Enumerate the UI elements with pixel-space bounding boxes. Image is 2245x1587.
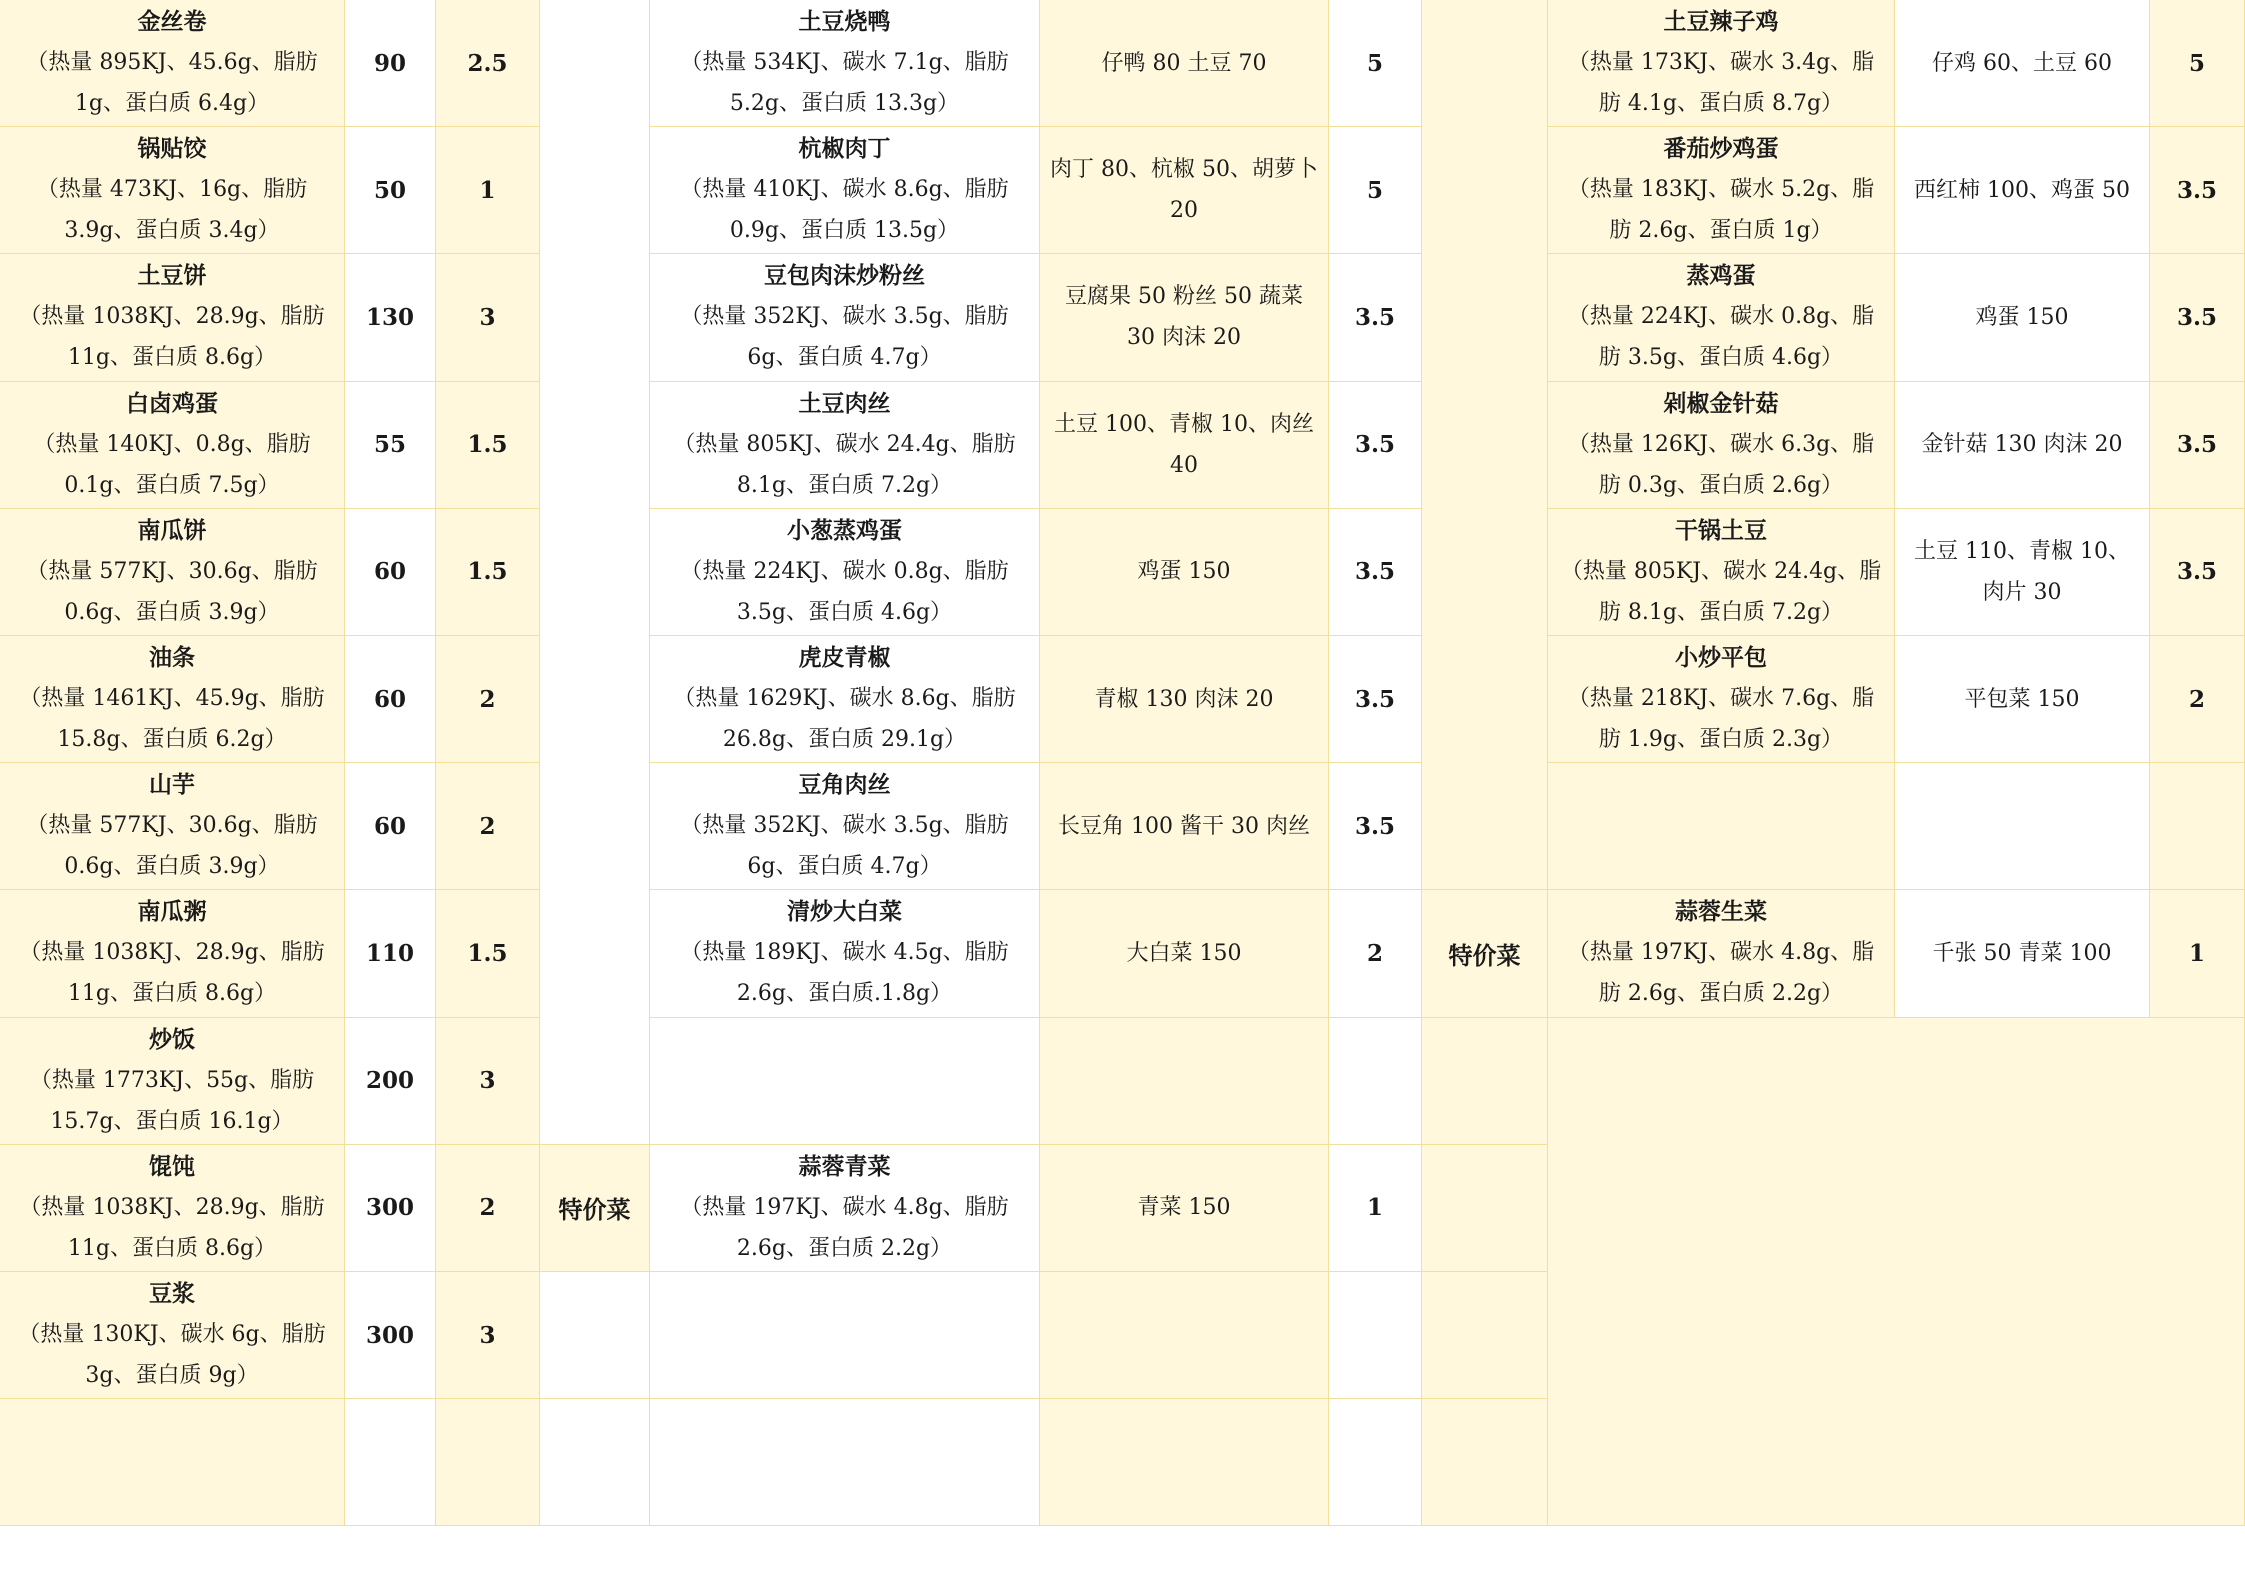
dish-nutrition: （热量 197KJ、碳水 4.8g、脂肪 2.6g、蛋白质 2.2g） <box>1567 940 1875 1007</box>
quantity-cell <box>345 382 436 509</box>
ingredients-cell <box>1895 509 2150 636</box>
ingredients: 肉丁 80、杭椒 50、胡萝卜 20 <box>1050 157 1318 224</box>
empty-cell <box>1422 1399 1548 1526</box>
ingredients-cell <box>1895 636 2150 763</box>
empty-cell <box>1040 1399 1329 1526</box>
dish-cell <box>650 127 1040 254</box>
dish-nutrition: （热量 183KJ、碳水 5.2g、脂肪 2.6g、蛋白质 1g） <box>1567 177 1875 244</box>
quantity-cell <box>345 127 436 254</box>
price-cell <box>1329 382 1422 509</box>
dish-name: 豆浆 <box>149 1280 195 1308</box>
ingredients-cell <box>1040 890 1329 1017</box>
dish-name: 土豆辣子鸡 <box>1663 8 1779 36</box>
dish-cell <box>1548 382 1895 509</box>
price-cell <box>436 382 540 509</box>
ingredients: 平包菜 150 <box>1964 686 2080 712</box>
quantity-cell <box>345 509 436 636</box>
dish-nutrition: （热量 197KJ、碳水 4.8g、脂肪 2.6g、蛋白质 2.2g） <box>680 1194 1009 1261</box>
dish-cell <box>0 1145 345 1272</box>
quantity: 60 <box>373 685 406 713</box>
ingredients-cell <box>1040 254 1329 381</box>
price-cell <box>436 127 540 254</box>
dish-nutrition: （热量 805KJ、碳水 24.4g、脂肪 8.1g、蛋白质 7.2g） <box>1560 558 1882 625</box>
dish-name: 蒜蓉生菜 <box>1675 898 1767 926</box>
price: 3.5 <box>2176 176 2217 204</box>
dish-name: 豆包肉沫炒粉丝 <box>764 262 925 290</box>
ingredients: 西红柿 100、鸡蛋 50 <box>1914 177 2130 203</box>
price: 3.5 <box>1354 303 1395 331</box>
price-cell <box>1329 509 1422 636</box>
price-cell <box>436 254 540 381</box>
dish-nutrition: （热量 473KJ、16g、脂肪 3.9g、蛋白质 3.4g） <box>36 177 308 244</box>
dish-nutrition: （热量 173KJ、碳水 3.4g、脂肪 4.1g、蛋白质 8.7g） <box>1567 50 1875 117</box>
price: 3.5 <box>1354 685 1395 713</box>
quantity-cell <box>345 0 436 127</box>
special-tag: 特价菜 <box>1448 940 1521 970</box>
price-cell <box>2150 509 2245 636</box>
empty-cell <box>436 1399 540 1526</box>
dish-name: 小葱蒸鸡蛋 <box>787 516 902 544</box>
dish-nutrition: （热量 224KJ、碳水 0.8g、脂肪 3.5g、蛋白质 4.6g） <box>680 558 1009 625</box>
ingredients-cell <box>1895 0 2150 127</box>
quantity: 300 <box>365 1321 414 1349</box>
quantity: 60 <box>373 812 406 840</box>
price: 1 <box>1366 1194 1383 1222</box>
dish-nutrition: （热量 1038KJ、28.9g、脂肪 11g、蛋白质 8.6g） <box>19 940 325 1007</box>
dish-nutrition: （热量 410KJ、碳水 8.6g、脂肪 0.9g、蛋白质 13.5g） <box>680 177 1009 244</box>
dish-nutrition: （热量 1629KJ、碳水 8.6g、脂肪 26.8g、蛋白质 29.1g） <box>673 686 1016 753</box>
dish-nutrition: （热量 1773KJ、55g、脂肪 15.7g、蛋白质 16.1g） <box>29 1067 315 1134</box>
price-cell <box>2150 127 2245 254</box>
quantity: 60 <box>373 558 406 586</box>
price: 2 <box>479 812 496 840</box>
price: 2 <box>1366 939 1383 967</box>
dish-name: 豆角肉丝 <box>798 771 891 799</box>
price: 3.5 <box>1354 812 1395 840</box>
price: 5 <box>1366 176 1383 204</box>
ingredients-cell <box>1040 509 1329 636</box>
dish-name: 小炒平包 <box>1675 644 1767 672</box>
price-cell <box>1329 254 1422 381</box>
dish-name: 山芋 <box>149 771 195 799</box>
price-cell <box>436 1018 540 1145</box>
empty-cell <box>1329 1399 1422 1526</box>
ingredients: 千张 50 青菜 100 <box>1932 940 2112 966</box>
dish-cell <box>650 763 1040 890</box>
price-cell <box>2150 890 2245 1017</box>
dish-name: 白卤鸡蛋 <box>126 389 218 417</box>
dish-cell <box>650 0 1040 127</box>
empty-cell <box>1040 1272 1329 1399</box>
dish-nutrition: （热量 1038KJ、28.9g、脂肪 11g、蛋白质 8.6g） <box>19 304 325 371</box>
dish-cell <box>0 509 345 636</box>
empty-cell <box>345 1399 436 1526</box>
dish-cell <box>1548 890 1895 1017</box>
price-cell <box>2150 0 2245 127</box>
price: 1.5 <box>467 431 508 459</box>
dish-name: 剁椒金针菇 <box>1663 389 1779 417</box>
dish-name: 南瓜饼 <box>137 516 207 544</box>
empty-cell <box>1422 1018 1548 1145</box>
price-cell <box>436 890 540 1017</box>
quantity-cell <box>345 763 436 890</box>
ingredients-cell <box>1040 382 1329 509</box>
empty-cell <box>540 1272 650 1399</box>
price-cell <box>2150 636 2245 763</box>
price-cell <box>436 0 540 127</box>
price: 3.5 <box>2176 303 2217 331</box>
ingredients: 金针菇 130 肉沫 20 <box>1921 432 2123 458</box>
price: 2 <box>479 685 496 713</box>
dish-nutrition: （热量 126KJ、碳水 6.3g、脂肪 0.3g、蛋白质 2.6g） <box>1567 431 1875 498</box>
quantity: 110 <box>365 939 414 967</box>
dish-nutrition: （热量 224KJ、碳水 0.8g、脂肪 3.5g、蛋白质 4.6g） <box>1567 304 1875 371</box>
empty-cell <box>1895 763 2150 890</box>
quantity: 55 <box>373 431 406 459</box>
dish-cell <box>0 127 345 254</box>
price-cell <box>436 636 540 763</box>
dish-cell <box>0 1272 345 1399</box>
ingredients: 土豆 100、青椒 10、肉丝 40 <box>1054 411 1314 478</box>
ingredients: 鸡蛋 150 <box>1975 304 2069 330</box>
ingredients: 大白菜 150 <box>1126 940 1242 966</box>
quantity-cell <box>345 636 436 763</box>
price-cell <box>1329 127 1422 254</box>
category-cell <box>540 0 650 1145</box>
empty-cell <box>1329 1272 1422 1399</box>
dish-name: 杭椒肉丁 <box>798 135 891 163</box>
dish-cell <box>1548 254 1895 381</box>
dish-name: 馄饨 <box>149 1152 195 1180</box>
dish-cell <box>0 254 345 381</box>
empty-cell <box>1040 1018 1329 1145</box>
dish-cell <box>1548 509 1895 636</box>
empty-cell <box>650 1018 1040 1145</box>
quantity: 130 <box>365 303 414 331</box>
price-cell <box>2150 254 2245 381</box>
ingredients: 土豆 110、青椒 10、肉片 30 <box>1914 538 2130 605</box>
price: 1 <box>479 176 496 204</box>
quantity-cell <box>345 1145 436 1272</box>
quantity: 200 <box>365 1067 414 1095</box>
price: 3.5 <box>2176 558 2217 586</box>
dish-cell <box>0 382 345 509</box>
dish-nutrition: （热量 130KJ、碳水 6g、脂肪 3g、蛋白质 9g） <box>18 1322 326 1389</box>
dish-cell <box>650 382 1040 509</box>
ingredients-cell <box>1895 127 2150 254</box>
ingredients-cell <box>1040 0 1329 127</box>
dish-name: 锅贴饺 <box>137 135 207 163</box>
quantity-cell <box>345 1018 436 1145</box>
ingredients: 长豆角 100 酱干 30 肉丝 <box>1058 813 1310 839</box>
price-cell <box>436 1145 540 1272</box>
special-tag-cell <box>540 1145 650 1272</box>
ingredients-cell <box>1895 890 2150 1017</box>
price: 3 <box>479 1067 496 1095</box>
ingredients-cell <box>1895 382 2150 509</box>
dish-cell <box>650 509 1040 636</box>
ingredients: 青椒 130 肉沫 20 <box>1094 686 1274 712</box>
price: 3 <box>479 303 496 331</box>
empty-cell <box>0 1399 345 1526</box>
ingredients: 鸡蛋 150 <box>1137 559 1231 585</box>
dish-nutrition: （热量 1461KJ、45.9g、脂肪 15.8g、蛋白质 6.2g） <box>19 686 325 753</box>
price-cell <box>1329 0 1422 127</box>
dish-nutrition: （热量 577KJ、30.6g、脂肪 0.6g、蛋白质 3.9g） <box>26 813 318 880</box>
ingredients: 仔鸡 60、土豆 60 <box>1932 50 2112 76</box>
dish-name: 金丝卷 <box>137 8 207 36</box>
quantity-cell <box>345 254 436 381</box>
ingredients-cell <box>1040 763 1329 890</box>
empty-cell <box>650 1399 1040 1526</box>
dish-nutrition: （热量 189KJ、碳水 4.5g、脂肪 2.6g、蛋白质.1.8g） <box>680 940 1009 1007</box>
dish-name: 干锅土豆 <box>1675 516 1767 544</box>
price-cell <box>1329 1145 1422 1272</box>
dish-cell <box>0 763 345 890</box>
dish-nutrition: （热量 805KJ、碳水 24.4g、脂肪 8.1g、蛋白质 7.2g） <box>673 431 1016 498</box>
price: 5 <box>1366 49 1383 77</box>
dish-name: 土豆肉丝 <box>798 389 891 417</box>
special-tag-cell <box>1422 890 1548 1017</box>
price: 1.5 <box>467 939 508 967</box>
empty-cell <box>650 1272 1040 1399</box>
dish-nutrition: （热量 1038KJ、28.9g、脂肪 11g、蛋白质 8.6g） <box>19 1194 325 1261</box>
empty-cell <box>1548 763 1895 890</box>
quantity-cell <box>345 890 436 1017</box>
dish-name: 清炒大白菜 <box>787 898 902 926</box>
quantity-cell <box>345 1272 436 1399</box>
dish-nutrition: （热量 218KJ、碳水 7.6g、脂肪 1.9g、蛋白质 2.3g） <box>1567 686 1875 753</box>
category-cell <box>1422 0 1548 890</box>
empty-cell <box>1422 1145 1548 1272</box>
price: 3.5 <box>1354 558 1395 586</box>
price-cell <box>436 1272 540 1399</box>
dish-nutrition: （热量 352KJ、碳水 3.5g、脂肪 6g、蛋白质 4.7g） <box>680 304 1009 371</box>
dish-cell <box>650 890 1040 1017</box>
dish-cell <box>1548 127 1895 254</box>
price-cell <box>2150 382 2245 509</box>
dish-name: 蒜蓉青菜 <box>798 1152 891 1180</box>
empty-area <box>1548 1018 2245 1527</box>
price-cell <box>1329 636 1422 763</box>
price: 2 <box>2188 685 2205 713</box>
dish-name: 炒饭 <box>149 1025 195 1053</box>
dish-name: 番茄炒鸡蛋 <box>1663 135 1779 163</box>
ingredients: 豆腐果 50 粉丝 50 蔬菜 30 肉沫 20 <box>1065 284 1303 351</box>
ingredients-cell <box>1040 1145 1329 1272</box>
dish-cell <box>0 0 345 127</box>
price-cell <box>1329 763 1422 890</box>
price: 2.5 <box>467 49 508 77</box>
empty-cell <box>2150 763 2245 890</box>
dish-name: 蒸鸡蛋 <box>1686 262 1756 290</box>
price: 1 <box>2188 939 2205 967</box>
price: 2 <box>479 1194 496 1222</box>
price: 3.5 <box>1354 431 1395 459</box>
quantity: 50 <box>373 176 406 204</box>
dish-cell <box>1548 0 1895 127</box>
price-cell <box>436 763 540 890</box>
dish-cell <box>650 254 1040 381</box>
dish-nutrition: （热量 140KJ、0.8g、脂肪 0.1g、蛋白质 7.5g） <box>33 431 311 498</box>
price-cell <box>436 509 540 636</box>
price: 1.5 <box>467 558 508 586</box>
dish-cell <box>0 636 345 763</box>
price-cell <box>1329 890 1422 1017</box>
price: 3.5 <box>2176 431 2217 459</box>
dish-cell <box>650 1145 1040 1272</box>
dish-nutrition: （热量 577KJ、30.6g、脂肪 0.6g、蛋白质 3.9g） <box>26 558 318 625</box>
dish-name: 虎皮青椒 <box>798 644 891 672</box>
quantity: 300 <box>365 1194 414 1222</box>
empty-cell <box>1422 1272 1548 1399</box>
dish-cell <box>0 1018 345 1145</box>
empty-cell <box>1329 1018 1422 1145</box>
dish-name: 土豆饼 <box>137 262 207 290</box>
dish-nutrition: （热量 895KJ、45.6g、脂肪 1g、蛋白质 6.4g） <box>26 50 318 117</box>
dish-nutrition: （热量 534KJ、碳水 7.1g、脂肪 5.2g、蛋白质 13.3g） <box>680 50 1009 117</box>
dish-name: 南瓜粥 <box>137 898 207 926</box>
dish-name: 油条 <box>149 644 195 672</box>
ingredients-cell <box>1040 636 1329 763</box>
quantity: 90 <box>373 49 406 77</box>
empty-cell <box>540 1399 650 1526</box>
price: 5 <box>2188 49 2205 77</box>
ingredients-cell <box>1895 254 2150 381</box>
price: 3 <box>479 1321 496 1349</box>
ingredients-cell <box>1040 127 1329 254</box>
ingredients: 青菜 150 <box>1137 1195 1231 1221</box>
dish-cell <box>1548 636 1895 763</box>
dish-name: 土豆烧鸭 <box>798 8 891 36</box>
dish-cell <box>650 636 1040 763</box>
special-tag: 特价菜 <box>558 1195 631 1225</box>
dish-nutrition: （热量 352KJ、碳水 3.5g、脂肪 6g、蛋白质 4.7g） <box>680 813 1009 880</box>
dish-cell <box>0 890 345 1017</box>
ingredients: 仔鸭 80 土豆 70 <box>1101 50 1267 76</box>
